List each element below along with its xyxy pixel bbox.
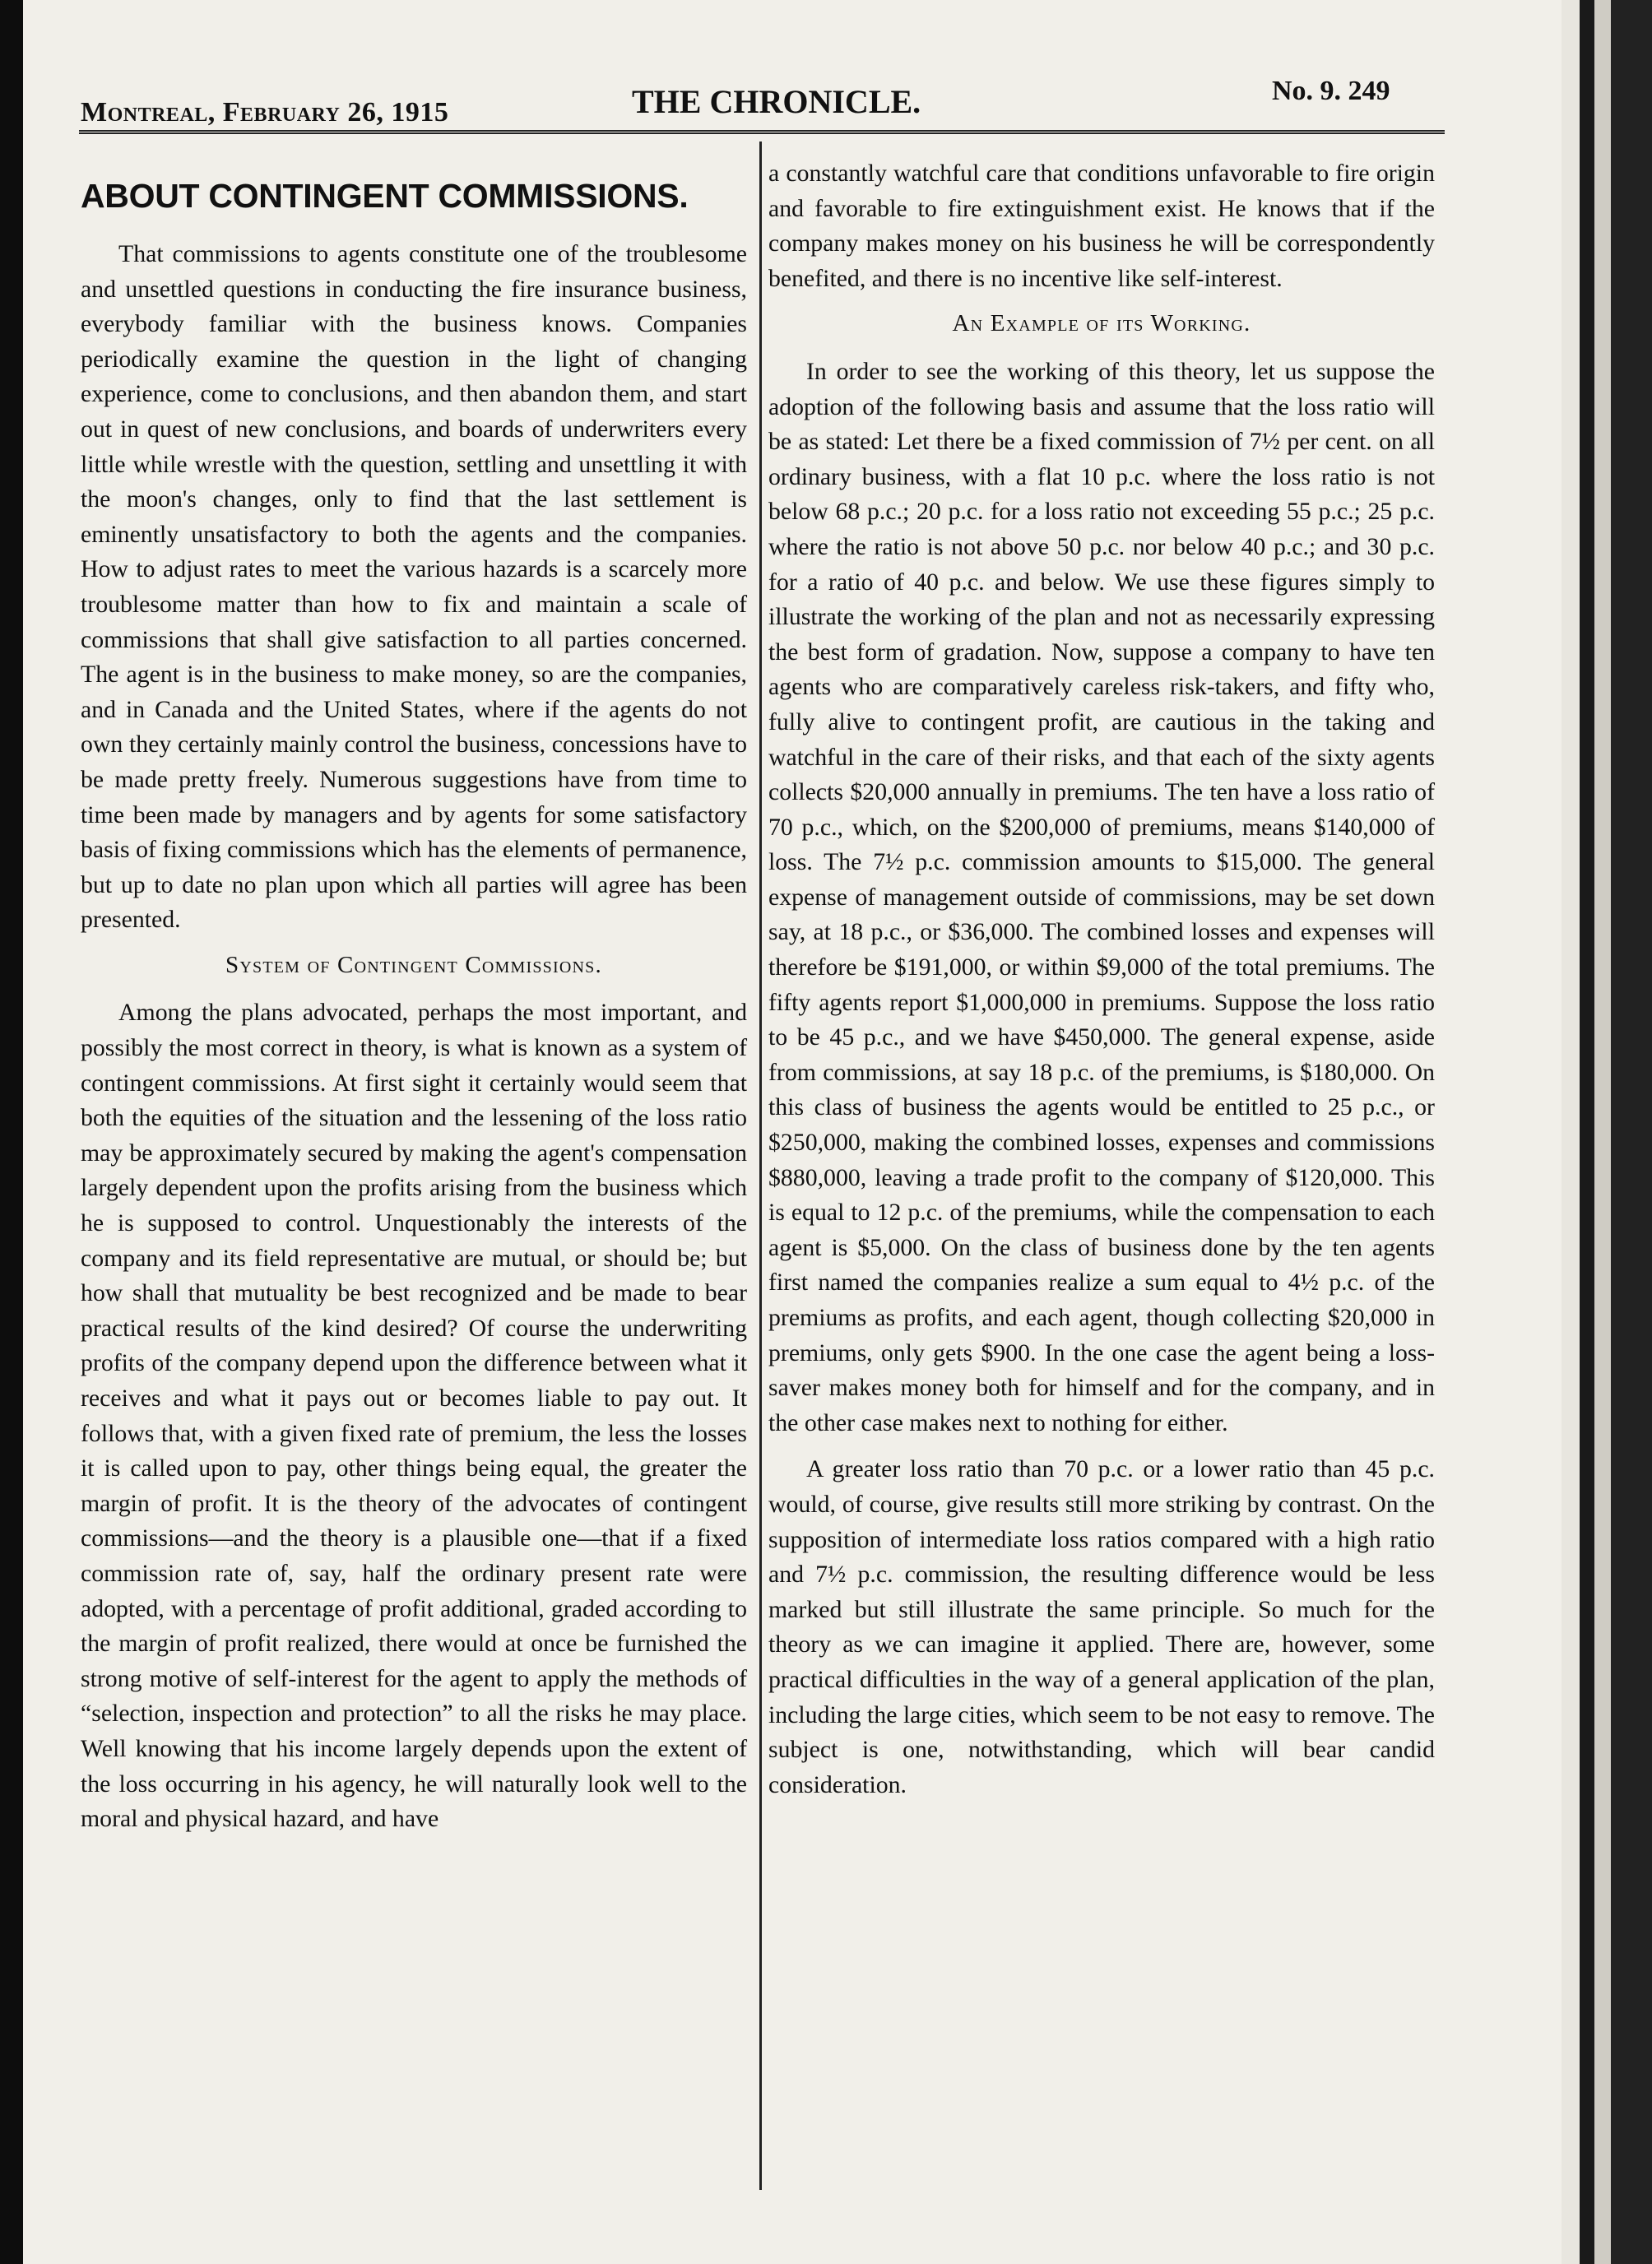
scan-edge (1562, 0, 1652, 2264)
left-column (81, 156, 747, 1837)
paragraph: Among the plans advocated, perhaps the most important, and possibly the most correct in theory, is what is known as a system of contingent commissions. At first sight it certainly would seem that both the equities of the situation and the lessening of the loss ratio may be approximately secured by making the agent's compensation largely dependent upon the profits arising from the business which he is supposed to control. Unquestionably the interests of the company and its field representative are mutual, or should be; but how shall that mutuality be best recognized and be made to bear practical results of the kind desired? Of course the underwriting profits of the company depend upon the difference between what it receives and what it pays out or becomes liable to pay out. It follows that, with a given fixed rate of premium, the less the losses it is called upon to pay, other things being equal, the greater the margin of profit. It is the theory of the advocates of contingent commissions—and the theory is a plausible one—that if a fixed commission rate of, say, half the ordinary present rate were adopted, with a percentage of profit additional, graded according to the margin of profit realized, there would at once be furnished the strong motive of self-interest for the agent to apply the methods of “selection, inspection and protection” to all the risks he may place. Well knowing that his income largely depends upon the extent of the loss occurring in his agency, he will naturally look well to the moral and physical hazard, and have (81, 999, 747, 1833)
header-rule (79, 130, 1445, 134)
article-title: ABOUT CONTINGENT COMMISSIONS. (81, 177, 689, 215)
paragraph: A greater loss ratio than 70 p.c. or a lower ratio than 45 p.c. would, of course, give results still more striking by contrast. On the supposition of intermediate loss ratios compared with a high ratio and 7½ p.c. commission, the resulting difference would be less marked but still illustrate the same principle. So much for the theory as we can imagine it applied. There are, however, some practical difficulties in the way of a general application of the plan, including the large cities, which seem to be not easy to remove. The subject is one, notwithstanding, which will bear candid consideration. (768, 1455, 1435, 1798)
section-heading: System of Contingent Commissions. (225, 951, 602, 978)
paragraph: That commissions to agents constitute one of the troublesome and unsettled questions in conducting the fire insurance business, everybody familiar with the business knows. Companies periodically examine the question in the light of changing experience, come to conclusions, and then abandon them, and start out in quest of new conclusions, and boards of underwriters every little while wrestle with the question, settling and unsettling it with the moon's changes, only to find that the last settlement is eminently unsatisfactory to both the agents and the companies. How to adjust rates to meet the various hazards is a scarcely more troublesome matter than how to fix and maintain a scale of commissions that shall give satisfaction to all parties concerned. The agent is in the business to make money, so are the companies, and in Canada and the United States, where if the agents do not own they certainly mainly control the business, concessions have to be made pretty freely. Numerous suggestions have from time to time been made by managers and by agents for some satisfactory basis of fixing commissions which has the elements of permanence, but up to date no plan upon which all parties will agree has been presented. (81, 240, 747, 934)
section-heading: An Example of its Working. (952, 310, 1251, 337)
issue-page-number: No. 9. 249 (1272, 76, 1390, 106)
paragraph: In order to see the working of this theory, let us suppose the adoption of the following basis and assume that the loss ratio will be as stated: Let there be a fixed commission of 7½ per cent. on all ordinary business, with a flat 10 p.c. where the loss ratio is not below 68 p.c.; 20 p.c. for a loss ratio not exceeding 55 p.c.; 25 p.c. where the ratio is not above 50 p.c. nor below 40 p.c.; and 30 p.c. for a ratio of 40 p.c. and below. We use these figures simply to illustrate the working of the plan and not as necessarily expressing the best form of gradation. Now, suppose a company to have ten agents who are comparatively careless risk-takers, and fifty who, fully alive to contingent profit, are cautious in the taking and watchful in the care of their risks, and that each of the sixty agents collects $20,000 annually in premiums. The ten have a loss ratio of 70 p.c., which, on the $200,000 of premiums, means $140,000 of loss. The 7½ p.c. commission amounts to $15,000. The general expense of management outside of commissions, may be set down say, at 18 p.c., or $36,000. The combined losses and expenses will therefore be $191,000, or within $9,000 of the total premiums. The fifty agents report $1,000,000 in premiums. Suppose the loss ratio to be 45 p.c., and we have $450,000. The general expense, aside from commissions, at say 18 p.c. of the premiums, is $180,000. On this class of business the agents would be entitled to 25 p.c., or $250,000, making the combined losses, expenses and commissions $880,000, leaving a trade profit to the company of $120,000. This is equal to 12 p.c. of the premiums, while the compensation to each agent is $5,000. On the class of business done by the ten agents first named the companies realize a sum equal to 4½ p.c. of the premiums as profits, and each agent, though collecting $20,000 in premiums, only gets $900. In the one case the agent being a loss-saver makes money both for himself and for the company, and in the other case makes next to nothing for either. (768, 357, 1435, 1436)
page-header (58, 76, 1448, 128)
right-column (768, 156, 1435, 1802)
dateline: Montreal, February 26, 1915 (81, 97, 449, 128)
publication-title: THE CHRONICLE. (632, 83, 921, 120)
column-divider (759, 142, 762, 2190)
spacer (768, 1441, 1435, 1452)
paragraph: a constantly watchful care that conditions unfavorable to fire origin and favorable to fire extinguishment exist. He knows that if the company makes money on his business he will be correspondently benefited, and there is no incentive like self-interest. (768, 160, 1435, 292)
